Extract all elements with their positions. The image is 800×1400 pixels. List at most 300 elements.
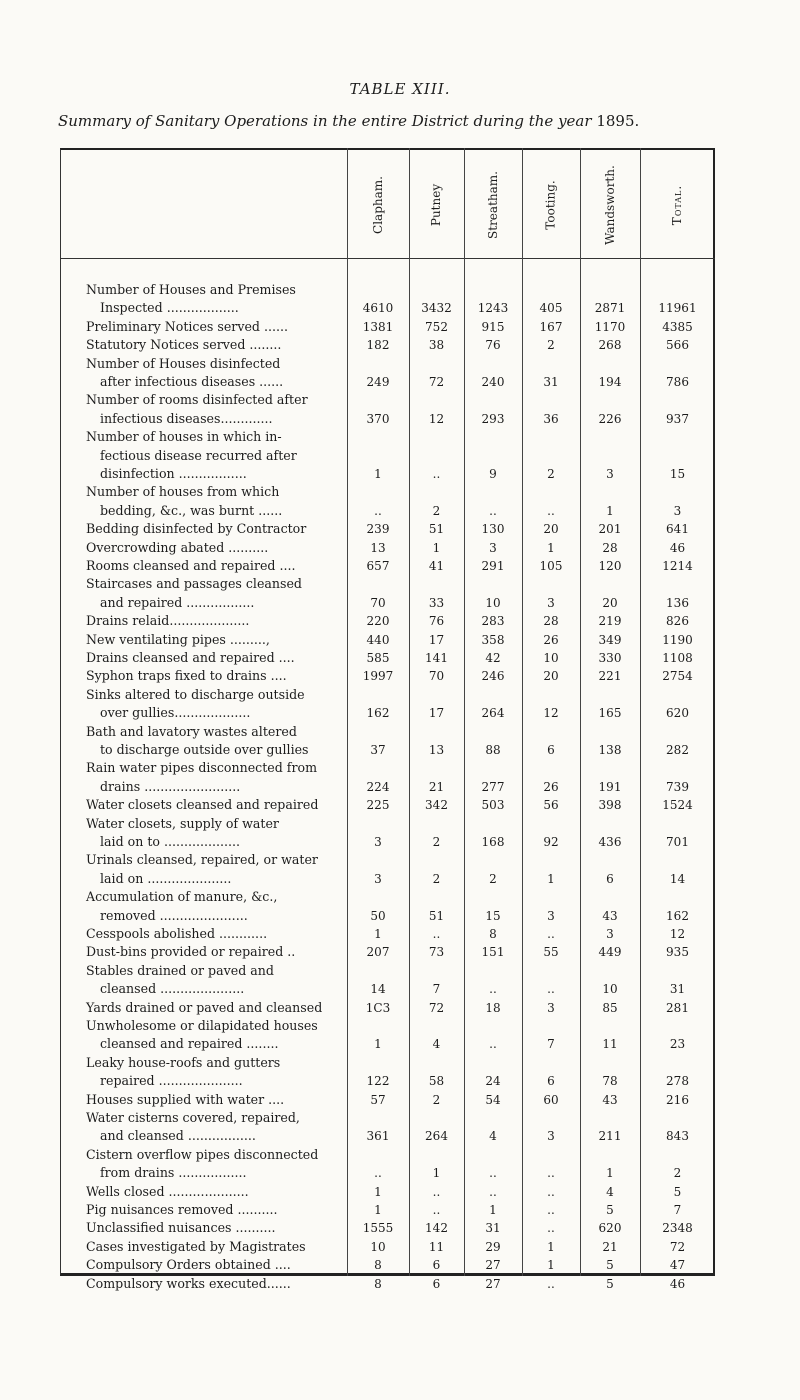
cell-streatham: 1	[489, 1203, 497, 1217]
row-label	[86, 943, 348, 961]
cell-clapham: 361	[366, 1129, 390, 1144]
row-label-line: Yards drained or paved and cleansed	[86, 999, 323, 1015]
cell-wandsworth: 5	[606, 1203, 614, 1217]
cell-clapham: 440	[366, 632, 390, 647]
row-label-line: cleansed .....................	[100, 981, 245, 997]
row-label-line: bedding, &c., was burnt ......	[100, 502, 283, 518]
row-label-line: Number of Houses disinfected	[86, 355, 281, 371]
cell-tooting: ..	[547, 927, 555, 941]
cell-putney: 33	[428, 595, 445, 610]
cell-streatham: 42	[485, 651, 501, 665]
cell-total: 937	[666, 411, 689, 426]
table-row	[0, 815, 800, 852]
cell-clapham: 1555	[362, 1221, 394, 1236]
table-row	[0, 355, 800, 392]
cell-wandsworth: 78	[602, 1074, 618, 1089]
cell-total: 1190	[662, 632, 693, 647]
cell-wandsworth: 3	[606, 466, 614, 481]
cell-putney: ..	[432, 1184, 441, 1199]
cell-tooting: 167	[539, 319, 563, 334]
cell-putney: 17	[428, 632, 445, 647]
cell-total: 7	[673, 1203, 682, 1217]
cell-wandsworth: 201	[598, 522, 622, 537]
row-label-line: Cesspools abolished ............	[86, 926, 268, 941]
row-label-line: Water closets, supply of water	[86, 815, 279, 831]
cell-clapham: 3	[374, 871, 382, 886]
row-label-line: disinfection .................	[100, 466, 247, 481]
cell-tooting: 2	[547, 466, 555, 481]
row-label-line: Syphon traps fixed to drains ....	[86, 668, 287, 684]
table-subtitle	[58, 112, 639, 130]
cell-tooting: 1	[547, 871, 555, 886]
table-row	[0, 759, 800, 796]
cell-putney: 2	[432, 834, 441, 849]
row-label-line: Bath and lavatory wastes altered	[86, 723, 297, 739]
cell-wandsworth: 2871	[594, 301, 626, 316]
cell-streatham: 291	[481, 559, 505, 573]
cell-total: 1214	[662, 559, 693, 573]
row-label	[86, 796, 348, 814]
cell-streatham: 54	[485, 1092, 501, 1107]
cell-total: 739	[666, 779, 689, 794]
row-label	[86, 355, 348, 392]
cell-clapham: 162	[366, 706, 390, 721]
cell-putney: 21	[428, 779, 445, 794]
row-label	[86, 888, 348, 925]
row-label	[86, 1146, 348, 1183]
row-label-line: over gullies...................	[100, 705, 251, 721]
cell-total: 2	[673, 1166, 682, 1181]
column-header	[347, 160, 409, 250]
cell-tooting: 92	[543, 834, 559, 849]
cell-wandsworth: 349	[598, 632, 622, 647]
cell-putney: ..	[432, 927, 441, 941]
cell-tooting: 2	[547, 338, 555, 353]
table-row	[0, 612, 800, 630]
cell-streatham: ..	[489, 1037, 497, 1052]
cell-streatham: 3	[489, 540, 497, 555]
cell-clapham: 122	[366, 1074, 390, 1089]
cell-tooting: 1	[547, 1258, 555, 1273]
cell-streatham: 151	[481, 945, 505, 960]
cell-streatham: 240	[481, 374, 505, 389]
cell-putney: 41	[428, 559, 445, 573]
cell-tooting: 6	[547, 1074, 555, 1089]
cell-streatham: 130	[481, 522, 505, 537]
cell-streatham: 76	[485, 338, 501, 353]
table-row	[0, 557, 800, 575]
cell-clapham: 370	[366, 411, 390, 426]
cell-total: 3	[673, 503, 682, 518]
table-row	[0, 1017, 800, 1054]
row-label	[86, 667, 348, 685]
table-row	[0, 1238, 800, 1256]
cell-total: 46	[669, 540, 686, 555]
cell-streatham: 8	[489, 927, 497, 941]
cell-putney: 752	[425, 319, 448, 334]
row-label	[86, 925, 348, 943]
cell-total: 46	[669, 1276, 686, 1291]
column-header-label: Total.	[670, 184, 685, 226]
cell-wandsworth: 85	[602, 1000, 618, 1015]
cell-tooting: 10	[543, 651, 559, 665]
table-row	[0, 575, 800, 612]
cell-clapham: 13	[370, 540, 386, 555]
cell-clapham: 182	[366, 338, 390, 353]
cell-total: 843	[666, 1129, 689, 1144]
cell-putney: 58	[428, 1074, 445, 1089]
row-label	[86, 1183, 348, 1201]
row-label	[86, 723, 348, 760]
column-header-label: Clapham.	[371, 176, 385, 234]
cell-total: 5	[673, 1184, 682, 1199]
cell-streatham: 358	[481, 632, 505, 647]
row-label-line: infectious diseases.............	[100, 410, 273, 426]
row-label-line: to discharge outside over gullies	[100, 742, 309, 757]
cell-wandsworth: 1170	[594, 319, 626, 334]
cell-wandsworth: 1	[606, 1166, 614, 1181]
table-row	[0, 631, 800, 649]
cell-putney: 1	[432, 540, 441, 555]
row-label-line: Unclassified nuisances ..........	[86, 1220, 276, 1236]
cell-wandsworth: 330	[598, 651, 622, 665]
cell-total: 935	[666, 945, 689, 960]
row-label	[86, 336, 348, 354]
row-label-line: Preliminary Notices served ......	[86, 318, 288, 334]
cell-tooting: 3	[547, 1000, 555, 1015]
cell-clapham: 57	[370, 1092, 386, 1107]
cell-wandsworth: 43	[602, 908, 618, 923]
row-label	[86, 815, 348, 852]
table-row	[0, 336, 800, 354]
cell-streatham: 10	[485, 595, 501, 610]
cell-putney: 12	[428, 411, 445, 426]
cell-total: 701	[666, 834, 689, 849]
cell-clapham: 70	[370, 595, 386, 610]
cell-total: 566	[666, 338, 689, 353]
row-label-line: laid on to ...................	[100, 834, 241, 849]
table-row	[0, 1091, 800, 1109]
cell-tooting: 36	[543, 411, 559, 426]
cell-wandsworth: 6	[606, 871, 614, 886]
row-label-line: and repaired .................	[100, 594, 255, 610]
row-label-line: Number of Houses and Premises	[86, 282, 296, 297]
cell-streatham: 27	[485, 1258, 501, 1273]
table-row	[0, 1146, 800, 1183]
cell-tooting: ..	[547, 503, 555, 518]
row-label-line: drains ........................	[100, 778, 241, 794]
row-label-line: Sinks altered to discharge outside	[86, 686, 305, 702]
table-row	[0, 999, 800, 1017]
table-row	[0, 1109, 800, 1146]
cell-tooting: 6	[547, 742, 555, 757]
cell-clapham: 1	[374, 1203, 382, 1217]
cell-streatham: ..	[489, 1166, 497, 1181]
cell-wandsworth: 21	[602, 1239, 618, 1254]
cell-wandsworth: 221	[598, 669, 622, 684]
cell-putney: 6	[432, 1276, 441, 1291]
row-label-line: Inspected ..................	[100, 300, 239, 316]
cell-clapham: ..	[374, 1166, 382, 1181]
row-label-line: Cistern overflow pipes disconnected	[86, 1146, 319, 1162]
cell-putney: 342	[425, 798, 448, 813]
row-label	[86, 1017, 348, 1054]
cell-clapham: 1C3	[365, 1000, 391, 1015]
row-label-line: Unwholesome or dilapidated houses	[86, 1018, 318, 1033]
cell-putney: 141	[425, 651, 448, 665]
cell-putney: 2	[432, 871, 441, 886]
row-label-line: Number of houses in which in-	[86, 429, 282, 445]
table-row	[0, 391, 800, 428]
cell-total: 12	[669, 927, 686, 941]
cell-total: 31	[669, 982, 686, 997]
table-row	[0, 520, 800, 538]
cell-total: 2754	[662, 669, 693, 684]
cell-total: 282	[666, 742, 689, 757]
cell-total: 826	[666, 614, 689, 629]
cell-tooting: 31	[543, 374, 559, 389]
table-row	[0, 483, 800, 520]
cell-putney: 17	[428, 706, 445, 721]
cell-clapham: 220	[366, 614, 390, 629]
cell-streatham: ..	[489, 503, 497, 518]
cell-putney: 72	[428, 1000, 445, 1015]
cell-wandsworth: 165	[598, 706, 622, 721]
row-label-line: Overcrowding abated ..........	[86, 539, 269, 555]
table-row	[0, 1275, 800, 1293]
cell-tooting: 28	[543, 614, 559, 629]
cell-streatham: 246	[481, 669, 505, 684]
column-header	[409, 160, 464, 250]
cell-tooting: 26	[543, 632, 559, 647]
row-label	[86, 1275, 348, 1293]
row-label-line: Number of rooms disinfected after	[86, 392, 308, 408]
cell-streatham: 24	[485, 1074, 501, 1089]
row-label	[86, 428, 348, 483]
table-row	[0, 1054, 800, 1091]
table-row	[0, 851, 800, 888]
cell-wandsworth: 268	[598, 338, 622, 353]
cell-putney: 142	[425, 1221, 448, 1236]
cell-wandsworth: 211	[598, 1129, 622, 1144]
row-label	[86, 1256, 348, 1274]
cell-tooting: ..	[547, 1276, 555, 1291]
cell-putney: 11	[428, 1239, 445, 1254]
table-row	[0, 1201, 800, 1219]
cell-tooting: 405	[539, 301, 563, 316]
column-header	[464, 160, 522, 250]
table-row	[0, 925, 800, 943]
row-label	[86, 281, 348, 318]
cell-clapham: 8	[374, 1276, 382, 1291]
cell-total: 11961	[658, 301, 697, 316]
cell-tooting: 1	[547, 1239, 555, 1254]
cell-putney: 72	[428, 374, 445, 389]
cell-clapham: 1	[374, 466, 382, 481]
cell-total: 281	[666, 1000, 689, 1015]
table-row	[0, 1256, 800, 1274]
cell-streatham: 264	[481, 706, 505, 721]
table-row	[0, 888, 800, 925]
cell-putney: ..	[432, 1203, 441, 1217]
cell-putney: 76	[428, 614, 445, 629]
cell-clapham: 3	[374, 834, 382, 849]
cell-tooting: 105	[539, 559, 563, 573]
cell-tooting: ..	[547, 1221, 555, 1236]
row-label	[86, 962, 348, 999]
row-label-line: Rain water pipes disconnected from	[86, 760, 318, 776]
row-label	[86, 520, 348, 538]
cell-clapham: 14	[370, 982, 386, 997]
row-label-line: repaired .....................	[100, 1073, 243, 1089]
cell-putney: 1	[432, 1166, 441, 1181]
cell-wandsworth: 226	[598, 411, 622, 426]
row-label-line: Number of houses from which	[86, 484, 280, 500]
row-label	[86, 483, 348, 520]
cell-total: 620	[666, 706, 689, 721]
cell-streatham: 915	[481, 319, 505, 334]
row-label	[86, 557, 348, 575]
row-label-line: New ventilating pipes .........,	[86, 631, 270, 647]
cell-putney: 13	[428, 742, 445, 757]
row-label-line: Dust-bins provided or repaired ..	[86, 944, 296, 960]
cell-clapham: 224	[366, 779, 390, 794]
cell-streatham: 27	[485, 1276, 501, 1291]
cell-wandsworth: 191	[598, 779, 622, 794]
row-label	[86, 539, 348, 557]
row-label-line: Drains relaid....................	[86, 613, 250, 629]
cell-clapham: 10	[370, 1239, 386, 1254]
cell-wandsworth: 436	[598, 834, 622, 849]
cell-total: 15	[669, 466, 686, 481]
cell-putney: 2	[432, 1092, 441, 1107]
cell-clapham: 1997	[362, 669, 394, 684]
row-label	[86, 391, 348, 428]
cell-putney: 70	[428, 669, 445, 684]
row-label-line: Rooms cleansed and repaired ....	[86, 558, 296, 573]
cell-streatham: 88	[485, 742, 501, 757]
cell-wandsworth: 10	[602, 982, 618, 997]
cell-wandsworth: 120	[598, 559, 622, 573]
cell-wandsworth: 11	[602, 1037, 618, 1052]
cell-tooting: ..	[547, 1166, 555, 1181]
column-header	[640, 160, 715, 250]
table-row	[0, 943, 800, 961]
cell-streatham: 277	[481, 779, 505, 794]
table-row	[0, 667, 800, 685]
cell-total: 14	[669, 871, 686, 886]
row-label-line: and cleansed .................	[100, 1128, 256, 1144]
row-label	[86, 649, 348, 667]
table-row	[0, 428, 800, 483]
cell-tooting: 26	[543, 779, 559, 794]
cell-tooting: 7	[547, 1037, 555, 1052]
table-row	[0, 962, 800, 999]
cell-clapham: 8	[374, 1258, 382, 1273]
cell-putney: 2	[432, 503, 441, 518]
row-label	[86, 1109, 348, 1146]
cell-clapham: 1381	[362, 319, 394, 334]
row-label-line: Water cisterns covered, repaired,	[86, 1110, 300, 1125]
cell-clapham: 4610	[362, 301, 394, 316]
cell-streatham: 29	[485, 1239, 501, 1254]
cell-clapham: 207	[366, 945, 390, 960]
cell-streatham: 9	[489, 466, 497, 481]
row-label-line: Drains cleansed and repaired ....	[86, 650, 295, 665]
cell-wandsworth: 28	[602, 540, 618, 555]
cell-clapham: 1	[374, 927, 382, 941]
cell-putney: 51	[428, 522, 445, 537]
cell-total: 1524	[662, 798, 693, 813]
column-header-label: Streatham.	[486, 171, 500, 239]
row-label-line: Urinals cleansed, repaired, or water	[86, 852, 318, 868]
cell-wandsworth: 449	[598, 945, 622, 960]
cell-total: 1108	[662, 651, 693, 665]
cell-streatham: 283	[481, 614, 505, 629]
cell-wandsworth: 620	[598, 1221, 622, 1236]
cell-tooting: ..	[547, 1184, 555, 1199]
table-title: TABLE XIII.	[349, 80, 451, 98]
cell-streatham: 503	[481, 798, 505, 813]
cell-streatham: 168	[481, 834, 505, 849]
row-label-line: Water closets cleansed and repaired	[86, 797, 319, 813]
subtitle-text: Summary of Sanitary Operations in the entire District during the year	[58, 112, 592, 130]
header-rule	[60, 258, 715, 259]
cell-wandsworth: 20	[602, 595, 618, 610]
cell-wandsworth: 3	[606, 927, 614, 941]
cell-streatham: 15	[485, 908, 501, 923]
cell-tooting: ..	[547, 1203, 555, 1217]
cell-total: 641	[666, 522, 689, 537]
row-label-line: Staircases and passages cleansed	[86, 576, 302, 592]
row-label-line: from drains .................	[100, 1165, 247, 1181]
column-header	[522, 160, 580, 250]
table-row	[0, 1183, 800, 1201]
row-label-line: Pig nuisances removed ..........	[86, 1202, 278, 1217]
cell-clapham: 239	[366, 522, 390, 537]
row-label-line: Leaky house-roofs and gutters	[86, 1054, 281, 1070]
cell-streatham: 31	[485, 1221, 501, 1236]
cell-tooting: 55	[543, 945, 559, 960]
cell-wandsworth: 5	[606, 1276, 614, 1291]
row-label	[86, 1219, 348, 1237]
cell-wandsworth: 4	[606, 1184, 614, 1199]
cell-total: 4385	[662, 319, 693, 334]
cell-streatham: 18	[485, 1000, 501, 1015]
cell-wandsworth: 5	[606, 1258, 614, 1273]
table-row	[0, 539, 800, 557]
cell-streatham: 4	[489, 1129, 497, 1144]
cell-clapham: 225	[366, 798, 390, 813]
row-label-line: Compulsory works executed......	[86, 1275, 291, 1291]
row-label-line: laid on .....................	[100, 870, 232, 886]
cell-putney: 6	[432, 1258, 441, 1273]
cell-putney: 73	[428, 945, 445, 960]
cell-tooting: 20	[543, 669, 559, 684]
table-row	[0, 796, 800, 814]
cell-tooting: 56	[543, 798, 559, 813]
cell-tooting: 12	[543, 706, 559, 721]
row-label-line: after infectious diseases ......	[100, 374, 284, 389]
cell-putney: 264	[425, 1129, 448, 1144]
column-header	[580, 160, 640, 250]
cell-tooting: 60	[543, 1092, 559, 1107]
cell-streatham: 293	[481, 411, 505, 426]
cell-clapham: 50	[370, 908, 386, 923]
cell-streatham: ..	[489, 1184, 497, 1199]
row-label-line: Stables drained or paved and	[86, 962, 274, 978]
row-label-line: Bedding disinfected by Contractor	[86, 521, 307, 537]
